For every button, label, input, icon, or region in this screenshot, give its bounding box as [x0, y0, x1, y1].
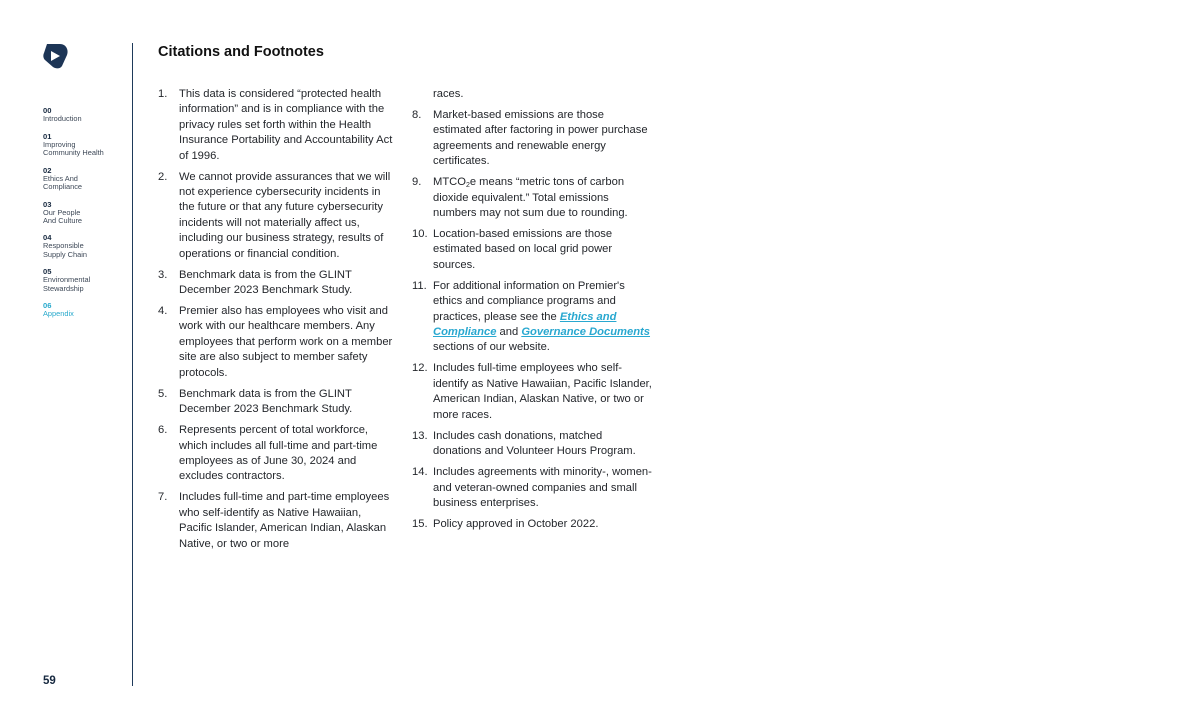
footnote-text-rest: e means “metric tons of carbon dioxide equivalent.” Total emissions numbers may not sum due to rounding.	[433, 176, 628, 220]
nav-label: Responsible Supply Chain	[43, 241, 87, 259]
page-number: 59	[43, 675, 56, 687]
footnote-3	[158, 268, 393, 299]
nav-item-environmental-stewardship[interactable]	[43, 267, 127, 292]
footnote-7-continuation	[412, 87, 652, 102]
footnote-text-mid: and	[496, 326, 522, 339]
premier-logo-icon	[42, 42, 69, 70]
footnote-text: This data is considered “protected health information” and is in compliance with the privacy rules set forth within the Health Insurance Portability and Accountability Act of 1996.	[179, 88, 393, 162]
footnotes-column-2	[412, 87, 652, 538]
footnote-number: 10.	[412, 228, 428, 241]
nav-label: Introduction	[43, 114, 82, 123]
footnote-number: 14.	[412, 466, 428, 479]
footnote-14	[412, 465, 652, 511]
footnote-number: 8.	[412, 109, 422, 121]
footnote-text: Represents percent of total workforce, which includes all full-time and part-time employees as of June 30, 2024 and excludes contractors.	[179, 424, 378, 483]
nav-item-appendix[interactable]	[43, 301, 127, 318]
footnotes-column-1	[158, 87, 393, 558]
nav-label: Environmental Stewardship	[43, 275, 91, 293]
footnote-number: 9.	[412, 176, 422, 189]
footnote-text: Includes full-time and part-time employees who self-identify as Native Hawaiian, Pacific Islander, American Indian, Alaskan Native, or two or more	[179, 491, 390, 550]
governance-documents-link[interactable]: Governance Documents	[521, 326, 651, 339]
footnote-text-end: sections of our website.	[433, 341, 550, 354]
footnote-text: We cannot provide assurances that we will not experience cybersecurity incidents in the future or that any future cybersecurity incidents will not materially affect us, including our business strategy, results of operations or financial condition.	[179, 170, 391, 260]
sidebar-divider	[132, 43, 133, 686]
nav-item-improving-community-health[interactable]	[43, 132, 127, 157]
footnote-number: 12.	[412, 362, 428, 375]
nav-label: Ethics And Compliance	[43, 173, 83, 191]
footnote-text	[433, 280, 650, 354]
nav-number: 03	[43, 199, 52, 209]
nav-number: 04	[43, 233, 52, 243]
nav-label: Our People And Culture	[43, 207, 83, 225]
footnote-number: 13.	[412, 429, 428, 442]
footnote-5	[158, 387, 393, 418]
footnote-text: races.	[433, 88, 464, 100]
nav-label: Appendix	[43, 309, 74, 319]
footnote-7	[158, 490, 393, 552]
footnote-number: 3.	[158, 268, 168, 281]
footnote-text: Policy approved in October 2022.	[433, 517, 599, 530]
footnote-2	[158, 170, 393, 262]
footnote-number: 4.	[158, 305, 168, 318]
footnote-number: 7.	[158, 491, 168, 504]
footnote-4	[158, 304, 393, 381]
footnote-number: 6.	[158, 424, 168, 437]
footnote-6	[158, 423, 393, 485]
footnote-10	[412, 227, 652, 273]
footnote-number: 5.	[158, 387, 168, 400]
footnote-text: Market-based emissions are those estimated after factoring in power purchase agreements and renewable energy certificates.	[433, 109, 648, 168]
nav-number: 01	[43, 131, 52, 141]
footnote-number: 1.	[158, 88, 168, 100]
footnote-text-start: For additional information on Premier's ethics and compliance programs and practices, please see the	[433, 279, 625, 323]
nav-item-ethics-and-compliance[interactable]	[43, 166, 127, 191]
ethics-and-compliance-link[interactable]: Ethics and Compliance	[433, 310, 617, 339]
footnote-text: Benchmark data is from the GLINT December 2023 Benchmark Study.	[179, 268, 353, 297]
nav-number: 06	[43, 301, 52, 311]
nav-item-our-people-and-culture[interactable]	[43, 200, 127, 225]
footnote-8	[412, 108, 652, 170]
footnote-13	[412, 429, 652, 460]
nav-number: 00	[43, 106, 52, 115]
footnote-text: Premier also has employees who visit and work with our healthcare members. Any employees that perform work on a member site are also subject to member safety protocols.	[179, 305, 393, 379]
nav-item-introduction[interactable]	[43, 106, 127, 123]
subscript-two: 2	[465, 182, 470, 190]
footnote-number: 15.	[412, 517, 428, 530]
footnote-text	[433, 176, 628, 219]
footnote-text: Includes cash donations, matched donations and Volunteer Hours Program.	[433, 429, 636, 458]
footnote-number: 11.	[412, 279, 427, 292]
footnote-15	[412, 517, 652, 532]
footnote-text: Includes full-time employees who self-identify as Native Hawaiian, Pacific Islander, American Indian, Alaskan Native, or two or more races.	[433, 362, 652, 421]
nav-number: 05	[43, 267, 52, 277]
footnote-11	[412, 279, 652, 356]
footnote-number: 2.	[158, 170, 168, 183]
footnote-9	[412, 175, 652, 221]
footnote-1	[158, 87, 393, 164]
footnote-12	[412, 361, 652, 423]
side-navigation	[43, 106, 127, 327]
nav-label: Improving Community Health	[43, 139, 104, 157]
footnote-text: Location-based emissions are those estimated based on local grid power sources.	[433, 228, 613, 271]
footnote-text: Includes agreements with minority-, women- and veteran-owned companies and small business enterprises.	[433, 466, 652, 509]
footnote-text: Benchmark data is from the GLINT December 2023 Benchmark Study.	[179, 387, 353, 416]
page-title: Citations and Footnotes	[158, 44, 324, 60]
nav-item-responsible-supply-chain[interactable]	[43, 233, 127, 258]
mtco-text: MTCO	[433, 176, 466, 189]
nav-number: 02	[43, 165, 52, 175]
